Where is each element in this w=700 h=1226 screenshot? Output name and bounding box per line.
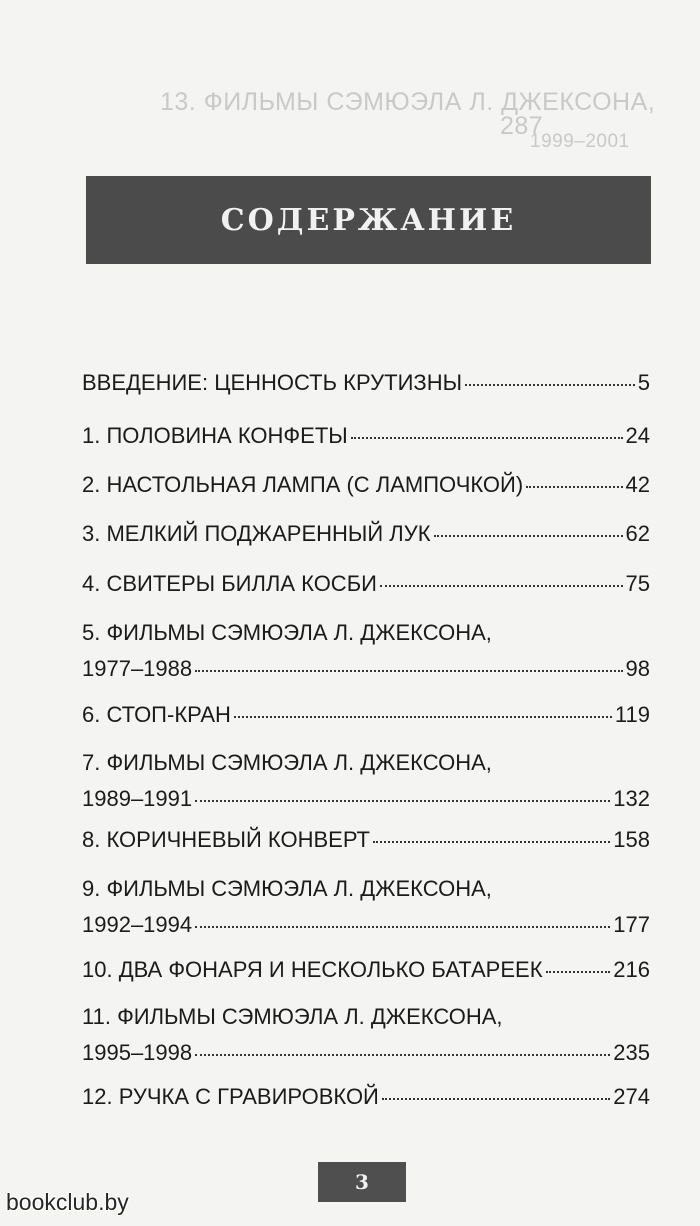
toc-title: 2. НАСТОЛЬНАЯ ЛАМПА (С ЛАМПОЧКОЙ) [82, 472, 524, 497]
toc-page: 119 [614, 702, 650, 727]
toc-title: 1. ПОЛОВИНА КОНФЕТЫ [82, 423, 348, 448]
toc-page: 274 [613, 1084, 650, 1109]
dot-leader [195, 1054, 610, 1056]
toc-entry [82, 423, 650, 449]
toc-entry [82, 1004, 650, 1066]
watermark: bookclub.by [6, 1189, 129, 1215]
toc-title: ВВЕДЕНИЕ: ЦЕННОСТЬ КРУТИЗНЫ [82, 370, 463, 395]
toc-title: 6. СТОП-КРАН [82, 702, 231, 727]
toc-subtitle: 1995–1998 [82, 1040, 193, 1065]
toc-title: 10. ДВА ФОНАРЯ И НЕСКОЛЬКО БАТАРЕЕК [82, 957, 543, 982]
toc-title: 5. ФИЛЬМЫ СЭМЮЭЛА Л. ДЖЕКСОНА, [82, 620, 492, 645]
dot-leader [546, 971, 611, 973]
dot-leader [195, 670, 622, 672]
toc-page: 98 [625, 656, 650, 681]
page-number: 3 [355, 1170, 369, 1194]
dot-leader [234, 716, 612, 718]
toc-title: 12. РУЧКА С ГРАВИРОВКОЙ [82, 1084, 379, 1109]
dot-leader [351, 437, 623, 439]
toc-entry [82, 827, 650, 853]
dot-leader [195, 926, 610, 928]
toc-title: 7. ФИЛЬМЫ СЭМЮЭЛА Л. ДЖЕКСОНА, [82, 750, 492, 775]
bleed-through-line: 13. ФИЛЬМЫ СЭМЮЭЛА Л. ДЖЕКСОНА, [160, 88, 656, 116]
toc-page: 62 [625, 521, 650, 546]
toc-title: 9. ФИЛЬМЫ СЭМЮЭЛА Л. ДЖЕКСОНА, [82, 876, 492, 901]
toc-entry [82, 370, 650, 396]
dot-leader [382, 1098, 610, 1100]
toc-entry [82, 957, 650, 983]
page-number-box [318, 1162, 406, 1202]
dot-leader [195, 800, 610, 802]
toc-page: 42 [625, 472, 650, 497]
toc-title: 11. ФИЛЬМЫ СЭМЮЭЛА Л. ДЖЕКСОНА, [82, 1004, 503, 1029]
toc-entry [82, 571, 650, 597]
toc-page: 132 [613, 786, 650, 811]
bleed-through-page: 287 [500, 112, 544, 140]
toc-page: 158 [613, 827, 650, 852]
toc-page: 216 [613, 957, 650, 982]
toc-entry [82, 620, 650, 682]
toc-subtitle: 1989–1991 [82, 786, 193, 811]
toc-title: 4. СВИТЕРЫ БИЛЛА КОСБИ [82, 571, 377, 596]
toc-page: 177 [613, 912, 650, 937]
toc-entry [82, 702, 650, 728]
dot-leader [373, 841, 610, 843]
toc-entry [82, 1084, 650, 1110]
contents-banner [86, 176, 651, 264]
toc-entry [82, 472, 650, 498]
toc-title: 3. МЕЛКИЙ ПОДЖАРЕННЫЙ ЛУК [82, 521, 431, 546]
toc-entry [82, 521, 650, 547]
page-title: СОДЕРЖАНИЕ [220, 202, 517, 238]
toc-subtitle: 1977–1988 [82, 656, 193, 681]
dot-leader [526, 486, 622, 488]
toc-title: 8. КОРИЧНЕВЫЙ КОНВЕРТ [82, 827, 370, 852]
toc-page: 24 [625, 423, 650, 448]
toc-page: 5 [637, 370, 650, 395]
toc-page: 235 [613, 1040, 650, 1065]
dot-leader [380, 585, 623, 587]
toc-entry [82, 876, 650, 938]
bleed-through-years: 1999–2001 [530, 131, 630, 152]
dot-leader [434, 535, 623, 537]
dot-leader [465, 384, 635, 386]
toc-entry [82, 750, 650, 812]
toc-subtitle: 1992–1994 [82, 912, 193, 937]
toc-page: 75 [625, 571, 650, 596]
